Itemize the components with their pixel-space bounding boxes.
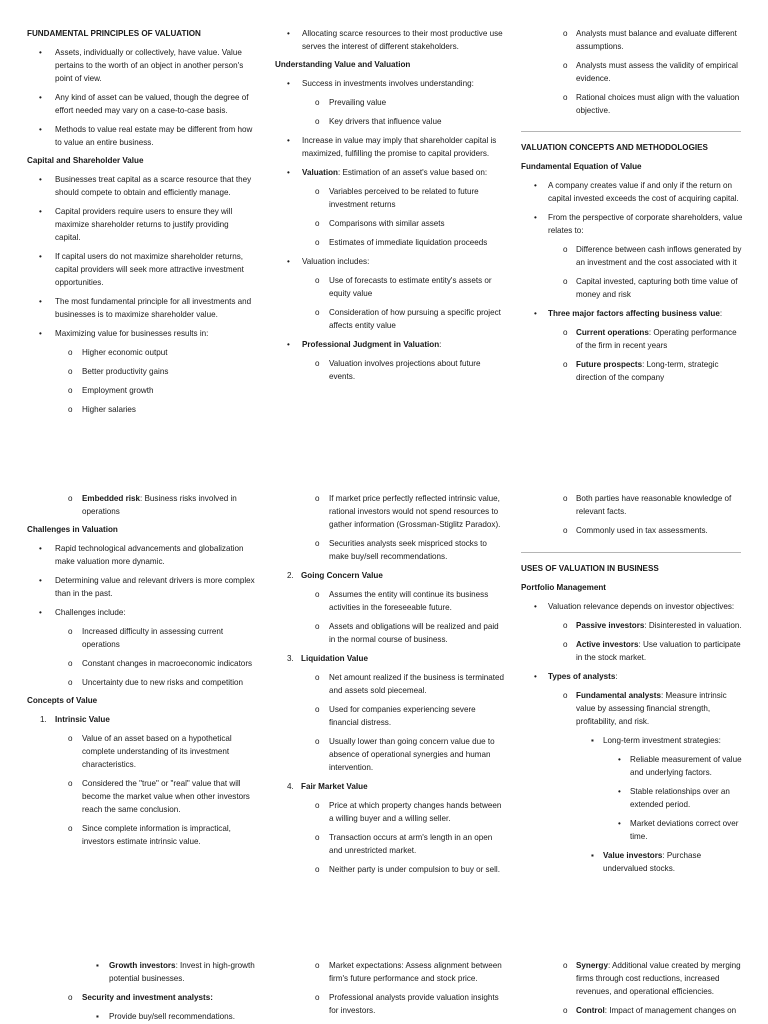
list-item: • Methods to value real estate may be different from how to value an entire business.: [39, 125, 253, 147]
circle-bullet-icon: o: [315, 737, 320, 746]
circle-bullet-icon: o: [315, 359, 320, 368]
section-heading: Concepts of Value: [27, 696, 98, 705]
column-3-methodologies: [521, 141, 743, 384]
list-item: o Current operations: Operating performance of the firm in recent years: [563, 328, 737, 350]
circle-bullet-icon: o: [315, 865, 320, 874]
circle-bullet-icon: o: [563, 640, 568, 649]
section-heading: Challenges in Valuation: [27, 525, 118, 534]
list-item: o Passive investors: Disinterested in valuation.: [563, 621, 742, 630]
section-divider: [521, 552, 741, 553]
bullet-icon: •: [618, 787, 621, 796]
circle-bullet-icon: o: [315, 238, 320, 247]
list-item: o Transaction occurs at arm's length in an open and unrestricted market.: [315, 833, 493, 855]
list-item: • Any kind of asset can be valued, though the degree of effort needed may vary on a case-to-case basis.: [39, 93, 249, 115]
circle-bullet-icon: o: [315, 993, 320, 1002]
square-bullet-icon: ▪: [96, 961, 99, 970]
numbered-item: 1. Intrinsic Value: [40, 715, 110, 724]
circle-bullet-icon: o: [563, 494, 568, 503]
bullet-icon: •: [39, 329, 42, 338]
list-item: • Valuation relevance depends on investor objectives:: [534, 602, 735, 611]
circle-bullet-icon: o: [563, 328, 568, 337]
bullet-icon: •: [618, 755, 621, 764]
list-item: o Variables perceived to be related to future investment returns: [315, 187, 479, 209]
list-item: o Commonly used in tax assessments.: [563, 526, 708, 535]
list-item: • Capital providers require users to ensure they will maximize shareholder returns to justify providing capital.: [39, 207, 233, 242]
circle-bullet-icon: o: [315, 276, 320, 285]
section-heading: USES OF VALUATION IN BUSINESS: [521, 564, 659, 573]
list-item: o Since complete information is impractical, investors estimate intrinsic value.: [68, 824, 231, 846]
circle-bullet-icon: o: [315, 494, 320, 503]
numbered-item: 3. Liquidation Value: [287, 654, 369, 663]
list-item: o Prevailing value: [315, 98, 387, 107]
circle-bullet-icon: o: [563, 621, 568, 630]
bullet-icon: •: [39, 125, 42, 134]
bullet-icon: •: [39, 252, 42, 261]
circle-bullet-icon: o: [68, 678, 73, 687]
circle-bullet-icon: o: [68, 348, 73, 357]
list-item: • Challenges include:: [39, 608, 126, 617]
circle-bullet-icon: o: [315, 98, 320, 107]
circle-bullet-icon: o: [315, 308, 320, 317]
section-heading: Capital and Shareholder Value: [27, 156, 144, 165]
list-number: 3.: [287, 654, 294, 663]
circle-bullet-icon: o: [563, 1006, 568, 1015]
list-item: • From the perspective of corporate shareholders, value relates to:: [534, 213, 743, 235]
list-item: o Use of forecasts to estimate entity's assets or equity value: [315, 276, 492, 298]
list-number: 4.: [287, 782, 294, 791]
circle-bullet-icon: o: [68, 367, 73, 376]
list-item: o Employment growth: [68, 386, 154, 395]
circle-bullet-icon: o: [315, 187, 320, 196]
bullet-icon: •: [39, 608, 42, 617]
list-item: o Value of an asset based on a hypothetical complete understanding of its investment characteristics.: [68, 734, 232, 769]
list-number: 2.: [287, 571, 294, 580]
section-heading: VALUATION CONCEPTS AND METHODOLOGIES: [521, 143, 708, 152]
circle-bullet-icon: o: [315, 833, 320, 842]
list-item: ▪ Value investors: Purchase undervalued stocks.: [591, 851, 702, 873]
list-item: • Businesses treat capital as a scarce resource that they should compete to obtain and efficiently manage.: [39, 175, 252, 197]
list-item: o Net amount realized if the business is terminated and assets sold piecemeal.: [315, 673, 505, 695]
column-1-bottom: [27, 959, 255, 1023]
list-item: o Professional analysts provide valuation insights for investors.: [315, 993, 499, 1015]
list-item: ▪ Growth investors: Invest in high-growth potential businesses.: [96, 961, 255, 983]
column-2-middle: [275, 492, 505, 876]
list-item: • Professional Judgment in Valuation:: [287, 340, 442, 349]
circle-bullet-icon: o: [315, 673, 320, 682]
circle-bullet-icon: o: [68, 627, 73, 636]
list-item: ▪ Long-term investment strategies:: [591, 736, 721, 745]
bullet-icon: •: [534, 602, 537, 611]
circle-bullet-icon: o: [68, 779, 73, 788]
list-item: o Key drivers that influence value: [315, 117, 442, 126]
list-item: o Rational choices must align with the valuation objective.: [563, 93, 740, 115]
bullet-icon: •: [39, 297, 42, 306]
list-item: o Increased difficulty in assessing current operations: [68, 627, 224, 649]
bullet-icon: •: [287, 257, 290, 266]
list-item: o Considered the "true" or "real" value that will become the market value when other investors reach the same conclusion.: [68, 779, 250, 814]
numbered-item: 4. Fair Market Value: [287, 782, 368, 791]
list-item: o Price at which property changes hands between a willing buyer and a willing seller.: [315, 801, 502, 823]
list-item: o Future prospects: Long-term, strategic direction of the company: [563, 360, 719, 382]
circle-bullet-icon: o: [563, 360, 568, 369]
bullet-icon: •: [534, 309, 537, 318]
column-2-top: [275, 27, 505, 383]
square-bullet-icon: ▪: [591, 851, 594, 860]
list-item: o Difference between cash inflows generated by an investment and the cost associated with it: [563, 245, 742, 267]
list-item: • Valuation: Estimation of an asset's value based on:: [287, 168, 488, 177]
list-item: o Constant changes in macroeconomic indicators: [68, 659, 253, 668]
circle-bullet-icon: o: [315, 117, 320, 126]
column-1-middle: [27, 492, 255, 848]
circle-bullet-icon: o: [68, 734, 73, 743]
list-item: o Better productivity gains: [68, 367, 169, 376]
bullet-icon: •: [39, 48, 42, 57]
list-item: o Neither party is under compulsion to buy or sell.: [315, 865, 500, 874]
square-bullet-icon: ▪: [591, 736, 594, 745]
list-item: o Higher salaries: [68, 405, 136, 414]
list-item: o Market expectations: Assess alignment between firm's future performance and stock price.: [315, 961, 502, 983]
bullet-icon: •: [618, 819, 621, 828]
circle-bullet-icon: o: [563, 93, 568, 102]
bullet-icon: •: [534, 672, 537, 681]
list-item: o Assets and obligations will be realized and paid in the normal course of business.: [315, 622, 499, 644]
section-heading: Fundamental Equation of Value: [521, 162, 642, 171]
list-item: • Valuation includes:: [287, 257, 370, 266]
list-item: • Reliable measurement of value and underlying factors.: [618, 755, 742, 777]
list-item: o Consideration of how pursuing a specific project affects entity value: [315, 308, 501, 330]
section-heading: Understanding Value and Valuation: [275, 60, 411, 69]
column-3-uses: [521, 562, 743, 875]
list-item: o Valuation involves projections about future events.: [315, 359, 481, 381]
section-heading: FUNDAMENTAL PRINCIPLES OF VALUATION: [27, 29, 201, 38]
circle-bullet-icon: o: [563, 961, 568, 970]
bullet-icon: •: [39, 576, 42, 585]
list-item: • If capital users do not maximize shareholder returns, capital providers will seek more attractive investment opportunities.: [39, 252, 244, 287]
list-item: ▪ Provide buy/sell recommendations.: [96, 1012, 235, 1021]
list-item: o If market price perfectly reflected intrinsic value, rational investors would not spend resources to gather information (Grossman-Stiglitz Paradox).: [315, 494, 501, 529]
section-heading: Portfolio Management: [521, 583, 606, 592]
bullet-icon: •: [287, 168, 290, 177]
list-item: o Used for companies experiencing severe financial distress.: [315, 705, 476, 727]
column-3-top: [521, 27, 743, 117]
list-item: • Increase in value may imply that shareholder capital is maximized, fulfilling the promise to capital providers.: [287, 136, 497, 158]
list-item: o Analysts must balance and evaluate different assumptions.: [563, 29, 737, 51]
section-divider: [521, 131, 741, 132]
column-2-bottom: [275, 959, 505, 1017]
column-1-top: [27, 27, 255, 416]
list-item: • Rapid technological advancements and globalization make valuation more dynamic.: [39, 544, 244, 566]
circle-bullet-icon: o: [68, 993, 73, 1002]
bullet-icon: •: [39, 544, 42, 553]
list-item: • Allocating scarce resources to their most productive use serves the interest of different stakeholders.: [287, 29, 503, 51]
circle-bullet-icon: o: [563, 29, 568, 38]
list-item: • Stable relationships over an extended period.: [618, 787, 730, 809]
list-number: 1.: [40, 715, 47, 724]
circle-bullet-icon: o: [68, 386, 73, 395]
list-item: o Embedded risk: Business risks involved in operations: [68, 494, 237, 516]
circle-bullet-icon: o: [563, 691, 568, 700]
list-item: o Synergy: Additional value created by merging firms through cost reductions, increased revenues, and operational efficiencies.: [563, 961, 741, 996]
list-item: • The most fundamental principle for all investments and businesses is to maximize shareholder value.: [39, 297, 252, 319]
circle-bullet-icon: o: [68, 405, 73, 414]
bullet-icon: •: [39, 93, 42, 102]
square-bullet-icon: ▪: [96, 1012, 99, 1021]
bullet-icon: •: [287, 29, 290, 38]
list-item: o Fundamental analysts: Measure intrinsic value by assessing financial strength, profitability, and risk.: [563, 691, 727, 726]
list-item: • Types of analysts:: [534, 672, 618, 681]
list-item: o Active investors: Use valuation to participate in the stock market.: [563, 640, 741, 662]
circle-bullet-icon: o: [315, 590, 320, 599]
list-item: o Assumes the entity will continue its business activities in the foreseeable future.: [315, 590, 489, 612]
list-item: o Security and investment analysts:: [68, 993, 213, 1002]
bullet-icon: •: [534, 213, 537, 222]
circle-bullet-icon: o: [563, 277, 568, 286]
circle-bullet-icon: o: [68, 494, 73, 503]
circle-bullet-icon: o: [315, 705, 320, 714]
list-item: o Higher economic output: [68, 348, 168, 357]
list-item: • Determining value and relevant drivers is more complex than in the past.: [39, 576, 255, 598]
list-item: o Both parties have reasonable knowledge of relevant facts.: [563, 494, 732, 516]
list-item: • Maximizing value for businesses results in:: [39, 329, 209, 338]
column-3-middle: [521, 492, 743, 537]
bullet-icon: •: [534, 181, 537, 190]
list-item: o Comparisons with similar assets: [315, 219, 445, 228]
circle-bullet-icon: o: [68, 659, 73, 668]
circle-bullet-icon: o: [315, 801, 320, 810]
circle-bullet-icon: o: [563, 526, 568, 535]
numbered-item: 2. Going Concern Value: [287, 571, 383, 580]
bullet-icon: •: [287, 340, 290, 349]
list-item: • Assets, individually or collectively, have value. Value pertains to the worth of an object in another person's point of view.: [39, 48, 244, 83]
list-item: • Market deviations correct over time.: [618, 819, 739, 841]
column-3-bottom: [521, 959, 743, 1017]
list-item: o Estimates of immediate liquidation proceeds: [315, 238, 488, 247]
list-item: o Capital invested, capturing both time value of money and risk: [563, 277, 738, 299]
bullet-icon: •: [287, 136, 290, 145]
bullet-icon: •: [39, 175, 42, 184]
list-item: o Usually lower than going concern value due to absence of operational synergies and human intervention.: [315, 737, 495, 772]
circle-bullet-icon: o: [563, 245, 568, 254]
list-item: • Success in investments involves understanding:: [287, 79, 474, 88]
circle-bullet-icon: o: [68, 824, 73, 833]
circle-bullet-icon: o: [563, 61, 568, 70]
circle-bullet-icon: o: [315, 961, 320, 970]
bullet-icon: •: [287, 79, 290, 88]
list-item: o Analysts must assess the validity of empirical evidence.: [563, 61, 738, 83]
circle-bullet-icon: o: [315, 219, 320, 228]
list-item: o Control: Impact of management changes on: [563, 1006, 737, 1015]
circle-bullet-icon: o: [315, 622, 320, 631]
list-item: o Securities analysts seek mispriced stocks to make buy/sell recommendations.: [315, 539, 487, 561]
bullet-icon: •: [39, 207, 42, 216]
list-item: • A company creates value if and only if the return on capital invested exceeds the cost of acquiring capital.: [534, 181, 739, 203]
list-item: • Three major factors affecting business value:: [534, 309, 723, 318]
list-item: o Uncertainty due to new risks and competition: [68, 678, 244, 687]
circle-bullet-icon: o: [315, 539, 320, 548]
